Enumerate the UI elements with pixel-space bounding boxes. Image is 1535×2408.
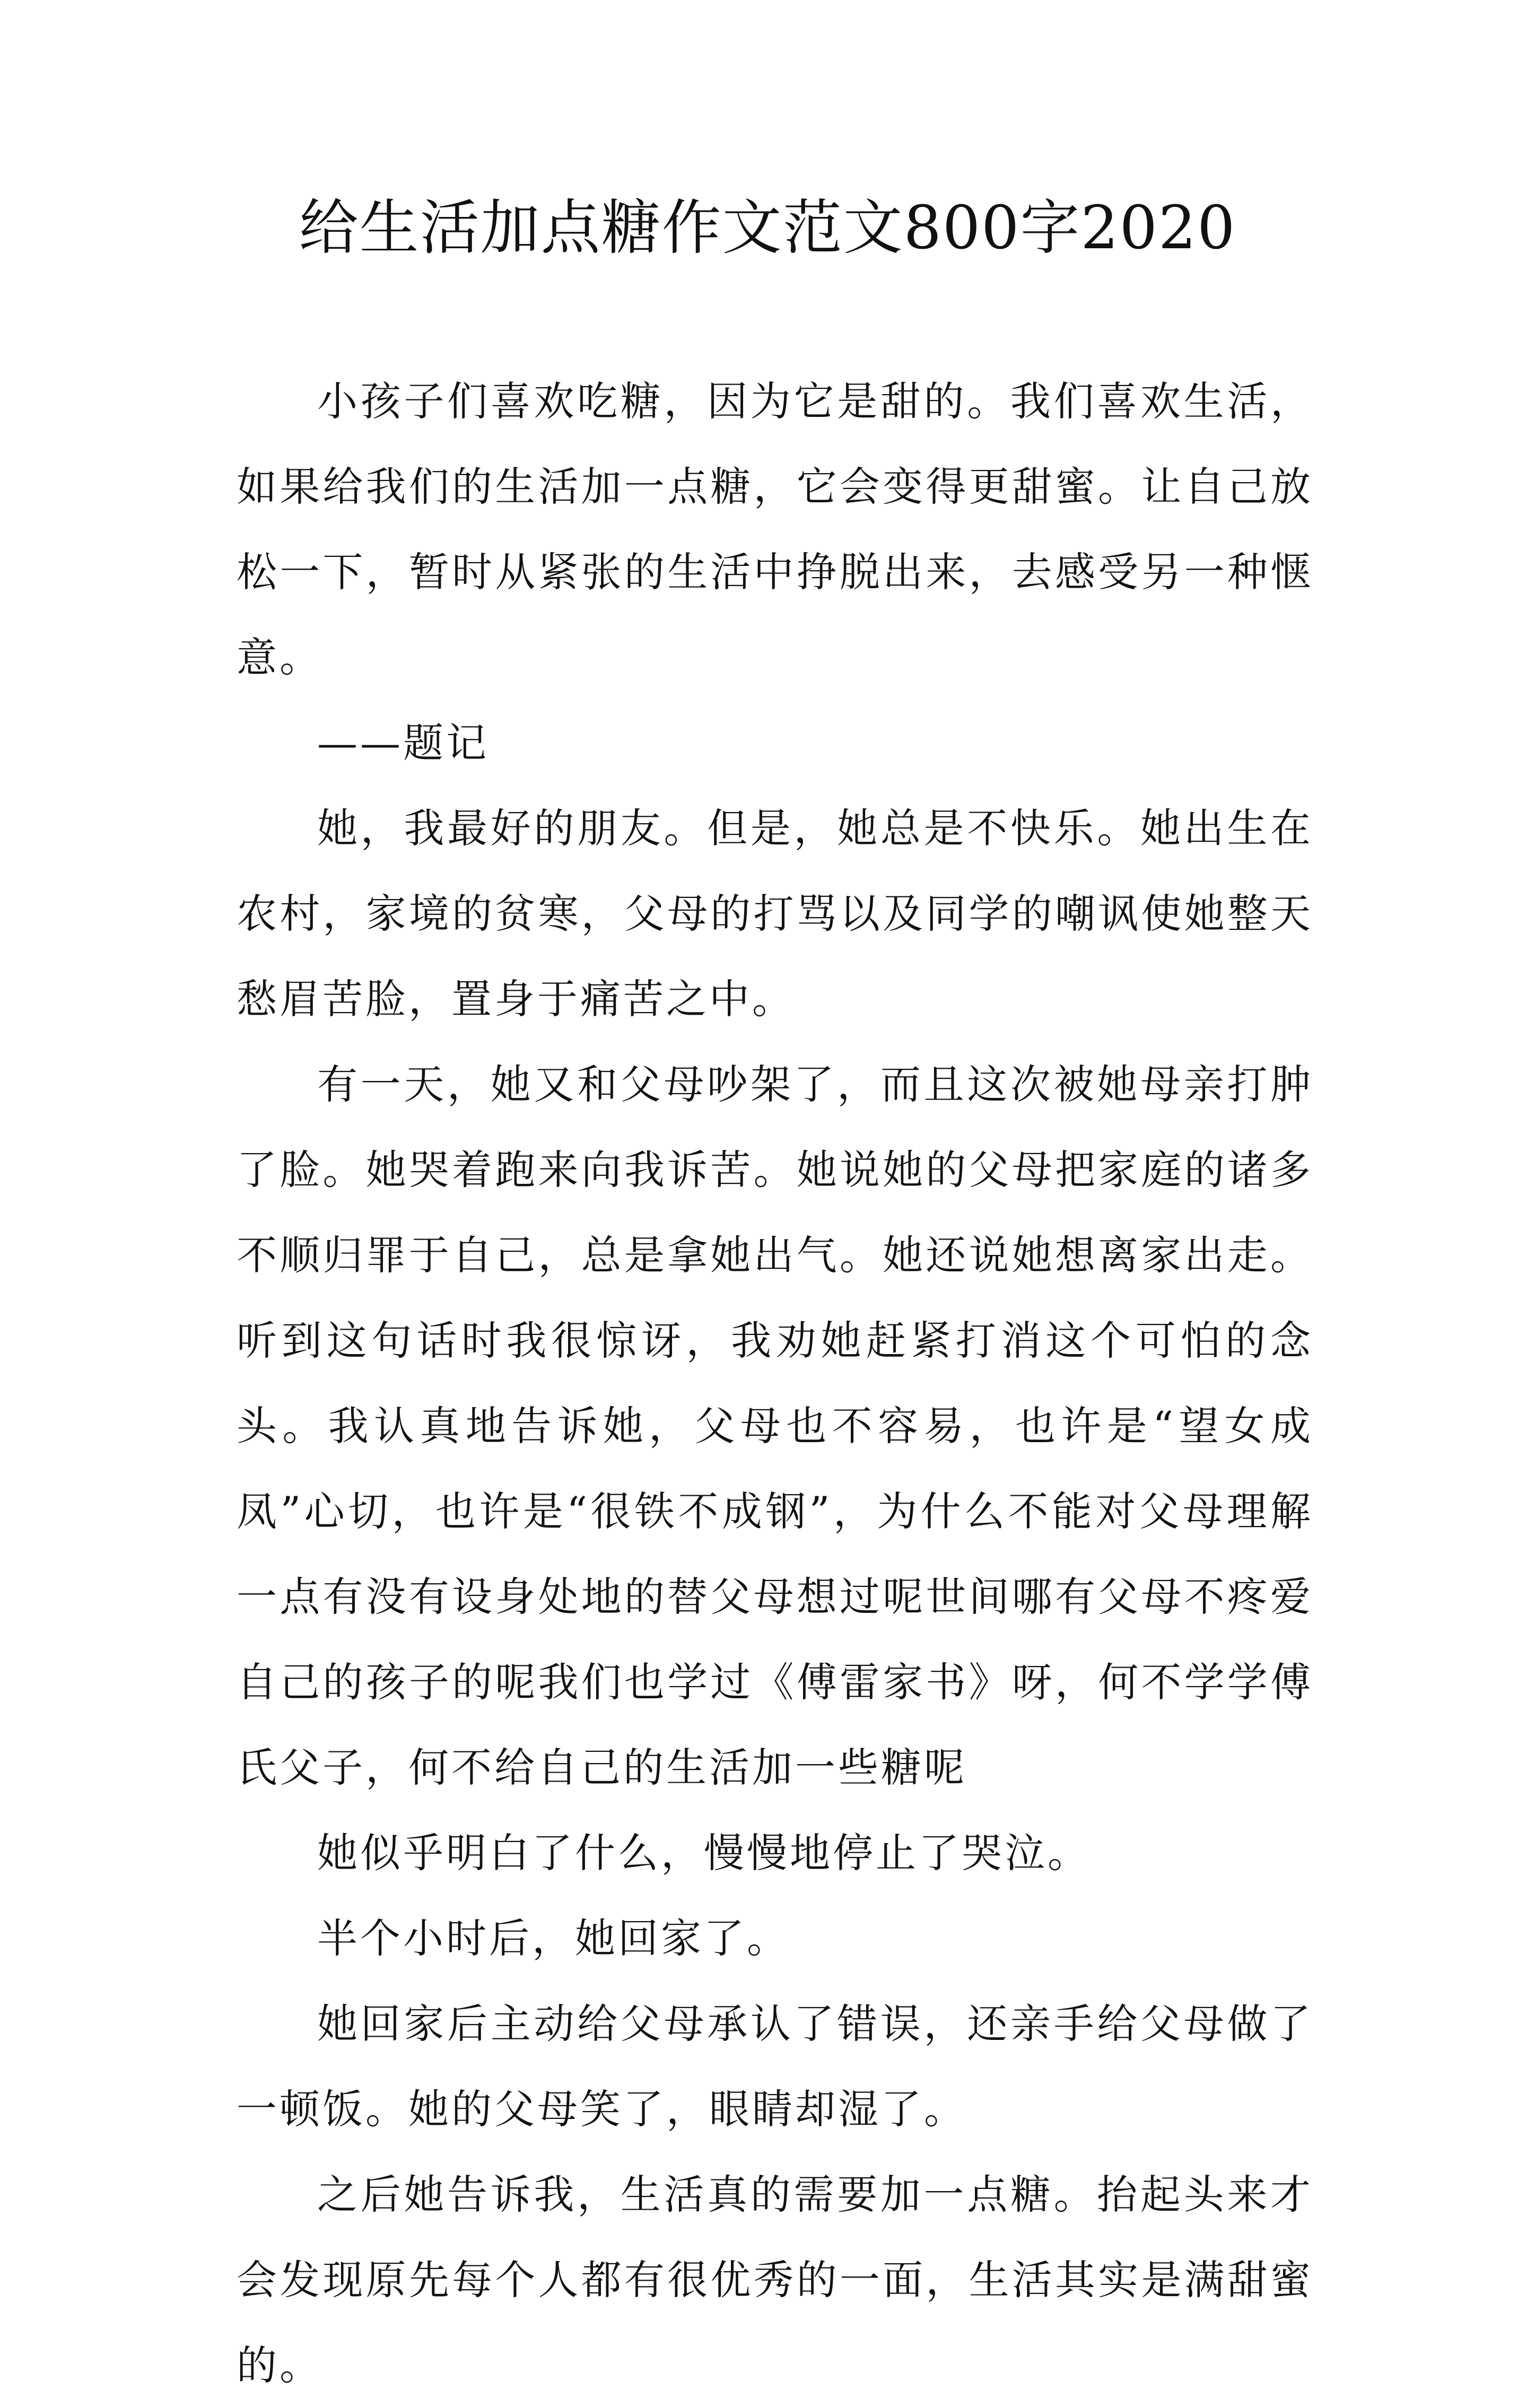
document-title: 给生活加点糖作文范文800字2020 xyxy=(299,194,1236,263)
paragraph-quarrel: 有一天，她又和父母吵架了，而且这次被她母亲打肿了脸。她哭着跑来向我诉苦。她说她的父母把家庭的诸多不顺归罪于自己，总是拿她出气。她还说她想离家出走。听到这句话时我很惊讶，我劝她赶紧打消这个可怕的念头。我认真地告诉她，父母也不容易，也许是“望女成凤”心切，也许是“很铁不成钢”，为什么不能对父母理解一点有没有设身处地的替父母想过呢世间哪有父母不疼爱自己的孩子的呢我们也学过《傅雷家书》呀，何不学学傅氏父子，何不给自己的生活加一些糖呢 xyxy=(237,1061,1313,1791)
paragraph-apology: 她回家后主动给父母承认了错误，还亲手给父母做了一顿饭。她的父母笑了，眼睛却湿了。 xyxy=(237,2000,1313,2133)
paragraph-intro: 小孩子们喜欢吃糖，因为它是甜的。我们喜欢生活，如果给我们的生活加一点糖，它会变得更甜蜜。让自己放松一下，暂时从紧张的生活中挣脱出来，去感受另一种惬意。 xyxy=(237,378,1313,681)
paragraph-friend: 她，我最好的朋友。但是，她总是不快乐。她出生在农村，家境的贫寒，父母的打骂以及同学的嘲讽使她整天愁眉苦脸，置身于痛苦之中。 xyxy=(237,805,1313,1023)
document-body xyxy=(237,359,1313,2408)
paragraph-epigraph-signature: ——题记 xyxy=(317,719,489,766)
paragraph-stop-crying: 她似乎明白了什么，慢慢地停止了哭泣。 xyxy=(317,1829,1091,1877)
paragraph-conclusion: 之后她告诉我，生活真的需要加一点糖。抬起头来才会发现原先每个人都有很优秀的一面，生活其实是满甜蜜的。 xyxy=(237,2171,1313,2389)
paragraph-went-home: 半个小时后，她回家了。 xyxy=(317,1915,790,1962)
